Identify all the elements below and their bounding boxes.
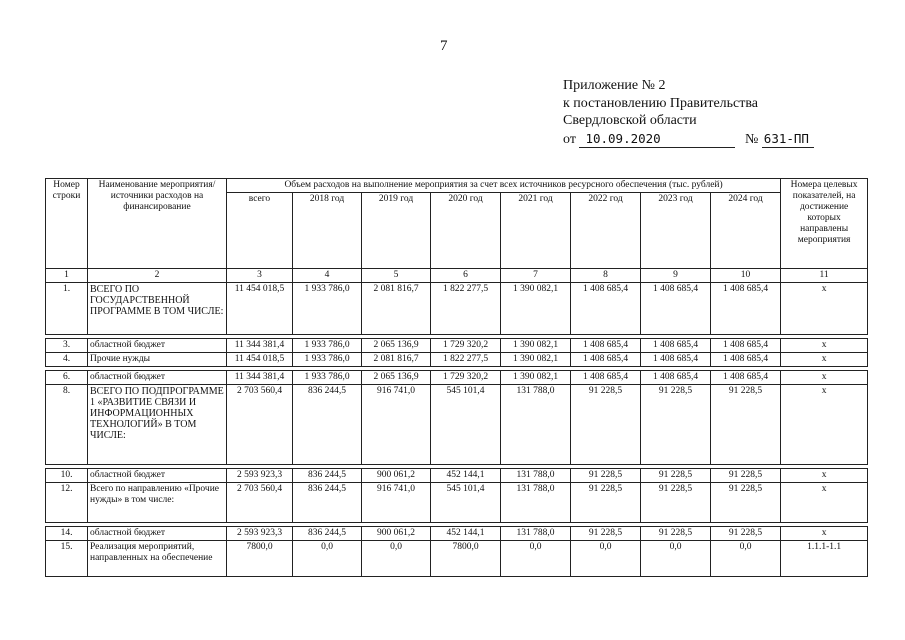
row-value: 1 408 685,4 [641,283,711,335]
row-name: областной бюджет [88,469,227,483]
row-value: 1 408 685,4 [571,339,641,353]
decree-date: 10.09.2020 [579,130,735,149]
header-volume: Объем расходов на выполнение мероприятия за счет всех источников ресурсного обеспечения (тыс. рублей) [227,179,781,193]
appendix-decree: к постановлению Правительства [563,95,759,111]
row-value: 1 408 685,4 [571,371,641,385]
row-value: 131 788,0 [501,469,571,483]
row-value: 1 408 685,4 [571,283,641,335]
row-name: Прочие нужды [88,353,227,367]
row-targets: x [781,527,868,541]
row-value: 2 703 560,4 [227,385,293,465]
col-number: 10 [711,269,781,283]
row-value: 131 788,0 [501,527,571,541]
row-name: ВСЕГО ПО ПОДПРОГРАММЕ 1 «РАЗВИТИЕ СВЯЗИ И ИНФОРМАЦИОННЫХ ТЕХНОЛОГИЙ» В ТОМ ЧИСЛЕ: [88,385,227,465]
row-value: 2 081 816,7 [362,353,431,367]
row-value: 1 933 786,0 [293,283,362,335]
row-value: 0,0 [362,541,431,577]
row-value: 1 408 685,4 [711,353,781,367]
row-value: 0,0 [501,541,571,577]
row-value: 1 408 685,4 [641,339,711,353]
header-2019: 2019 год [362,193,431,269]
row-value: 836 244,5 [293,385,362,465]
row-value: 1 408 685,4 [711,339,781,353]
row-value: 1 390 082,1 [501,353,571,367]
row-value: 91 228,5 [641,385,711,465]
row-value: 1 408 685,4 [711,283,781,335]
row-number: 1. [46,283,88,335]
row-value: 0,0 [711,541,781,577]
row-number: 4. [46,353,88,367]
header-2021: 2021 год [501,193,571,269]
row-value: 91 228,5 [711,527,781,541]
table-row [46,469,868,483]
table-row [46,541,868,577]
table-row [46,385,868,465]
row-targets: x [781,283,868,335]
col-number: 4 [293,269,362,283]
row-targets: x [781,469,868,483]
row-value: 131 788,0 [501,483,571,523]
row-value: 836 244,5 [293,483,362,523]
row-number: 8. [46,385,88,465]
row-value: 91 228,5 [571,469,641,483]
row-number: 6. [46,371,88,385]
appendix-region: Свердловской области [563,113,697,128]
row-value: 7800,0 [431,541,501,577]
row-name: областной бюджет [88,371,227,385]
row-value: 2 065 136,9 [362,371,431,385]
row-value: 2 593 923,3 [227,469,293,483]
row-targets: x [781,385,868,465]
col-number: 8 [571,269,641,283]
header-name: Наименование мероприятия/ источники расходов на финансирование [88,179,227,269]
row-value: 836 244,5 [293,527,362,541]
row-name: Всего по направлению «Прочие нужды» в том числе: [88,483,227,523]
row-name: Реализация мероприятий, направленных на обеспечение [88,541,227,577]
row-targets: x [781,483,868,523]
appendix-header [563,77,814,148]
row-number: 3. [46,339,88,353]
row-value: 916 741,0 [362,385,431,465]
row-value: 916 741,0 [362,483,431,523]
row-value: 545 101,4 [431,483,501,523]
number-prefix: № [744,131,759,147]
row-value: 545 101,4 [431,385,501,465]
appendix-title: Приложение № 2 [563,78,666,93]
col-number: 5 [362,269,431,283]
appendix-date-line [563,130,814,149]
row-value: 91 228,5 [641,483,711,523]
header-2024: 2024 год [711,193,781,269]
row-value: 91 228,5 [641,527,711,541]
row-value: 11 454 018,5 [227,353,293,367]
col-number: 7 [501,269,571,283]
row-value: 2 065 136,9 [362,339,431,353]
header-2022: 2022 год [571,193,641,269]
header-row [46,179,868,193]
row-number: 14. [46,527,88,541]
row-value: 91 228,5 [571,385,641,465]
header-2020: 2020 год [431,193,501,269]
table-row [46,339,868,353]
col-number: 11 [781,269,868,283]
row-number: 12. [46,483,88,523]
row-value: 91 228,5 [571,483,641,523]
col-number: 1 [46,269,88,283]
row-name: областной бюджет [88,527,227,541]
row-value: 91 228,5 [711,385,781,465]
row-value: 11 454 018,5 [227,283,293,335]
decree-number: 631-ПП [762,130,814,149]
column-numbers-row [46,269,868,283]
row-number: 15. [46,541,88,577]
row-value: 1 933 786,0 [293,353,362,367]
row-value: 1 408 685,4 [641,371,711,385]
row-value: 1 933 786,0 [293,371,362,385]
row-targets: x [781,339,868,353]
row-value: 1 390 082,1 [501,283,571,335]
row-name: ВСЕГО ПО ГОСУДАРСТВЕННОЙ ПРОГРАММЕ В ТОМ ЧИСЛЕ: [88,283,227,335]
date-prefix: от [563,131,576,147]
table-row [46,483,868,523]
row-value: 2 703 560,4 [227,483,293,523]
row-name: областной бюджет [88,339,227,353]
row-value: 2 081 816,7 [362,283,431,335]
row-value: 2 593 923,3 [227,527,293,541]
header-row-no: Номер строки [46,179,88,269]
table-row [46,283,868,335]
table-row [46,353,868,367]
row-value: 11 344 381,4 [227,339,293,353]
row-value: 1 822 277,5 [431,283,501,335]
row-value: 1 408 685,4 [711,371,781,385]
row-value: 1 390 082,1 [501,371,571,385]
row-value: 1 822 277,5 [431,353,501,367]
row-value: 1 933 786,0 [293,339,362,353]
row-value: 452 144,1 [431,527,501,541]
header-targets: Номера целевых показателей, на достижение которых направлены мероприятия [781,179,868,269]
row-value: 0,0 [293,541,362,577]
row-value: 131 788,0 [501,385,571,465]
header-2018: 2018 год [293,193,362,269]
row-value: 836 244,5 [293,469,362,483]
row-value: 91 228,5 [711,483,781,523]
row-value: 0,0 [571,541,641,577]
row-value: 900 061,2 [362,527,431,541]
row-targets: x [781,353,868,367]
page-number: 7 [440,38,448,54]
row-targets: 1.1.1-1.1 [781,541,868,577]
row-targets: x [781,371,868,385]
row-value: 1 729 320,2 [431,339,501,353]
row-number: 10. [46,469,88,483]
row-value: 91 228,5 [641,469,711,483]
row-value: 0,0 [641,541,711,577]
col-number: 6 [431,269,501,283]
expenses-table [45,178,868,577]
table-row [46,527,868,541]
row-value: 452 144,1 [431,469,501,483]
row-value: 1 729 320,2 [431,371,501,385]
row-value: 91 228,5 [711,469,781,483]
table-row [46,371,868,385]
col-number: 3 [227,269,293,283]
row-value: 900 061,2 [362,469,431,483]
row-value: 11 344 381,4 [227,371,293,385]
row-value: 1 390 082,1 [501,339,571,353]
header-total: всего [227,193,293,269]
col-number: 9 [641,269,711,283]
row-value: 7800,0 [227,541,293,577]
row-value: 1 408 685,4 [571,353,641,367]
col-number: 2 [88,269,227,283]
row-value: 1 408 685,4 [641,353,711,367]
header-2023: 2023 год [641,193,711,269]
row-value: 91 228,5 [571,527,641,541]
